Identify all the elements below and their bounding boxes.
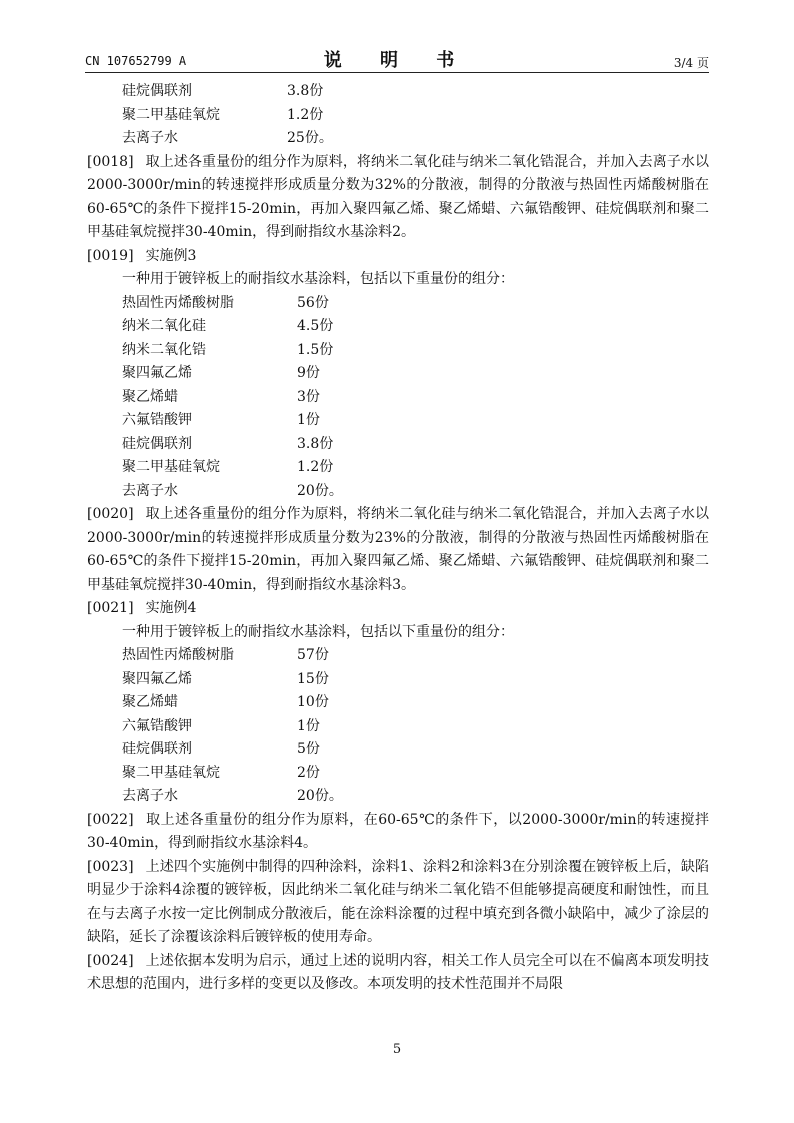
list-item: 聚二甲基硅氧烷 1.2份 — [122, 459, 334, 475]
list-item: 六氟锆酸钾 1份 — [122, 717, 320, 734]
paragraph-0023 — [87, 856, 709, 950]
list-item: 聚二甲基硅氧烷 2份 — [122, 764, 320, 781]
paragraph-number: [0020] — [87, 506, 134, 522]
example-intro: 一种用于镀锌板上的耐指纹水基涂料，包括以下重量份的组分： — [122, 623, 514, 640]
paragraph-0021 — [87, 597, 709, 621]
paragraph-0018 — [87, 151, 709, 245]
paragraph-number: [0024] — [87, 952, 134, 969]
list-item: 六氟锆酸钾 1份 — [122, 412, 320, 428]
paragraph-number: [0018] — [87, 153, 134, 170]
list-item: 去离子水 25份。 — [122, 130, 333, 146]
paragraph-number: [0022] — [87, 811, 134, 828]
document-number: CN 107652799 A — [85, 54, 187, 68]
list-item: 聚乙烯蜡 3份 — [122, 388, 320, 405]
paragraph-0020 — [87, 503, 709, 597]
page-indicator: 3/4 页 — [673, 56, 709, 70]
example-heading: 实施例4 — [145, 600, 197, 616]
component-list-top — [87, 80, 709, 151]
list-item: 去离子水 20份。 — [122, 788, 343, 804]
paragraph-number: [0019] — [87, 247, 134, 264]
page-header — [85, 44, 709, 73]
paragraph-text: 取上述各重量份的组分作为原料，将纳米二氧化硅与纳米二氧化锆混合，并加入去离子水以2000-3000r/min的转速搅拌形成质量分数为32%的分散液，制得的分散液与热固性丙烯酸树脂在60-65℃的条件下搅拌15-20min，再加入聚四氟乙烯、聚乙烯蜡、六氟锆酸钾、硅烷偶联剂和聚二甲基硅氧烷搅拌30-40min，得到耐指纹水基涂料2。 — [87, 153, 709, 240]
list-item: 硅烷偶联剂 3.8份 — [122, 83, 324, 99]
list-item: 纳米二氧化硅 4.5份 — [122, 318, 334, 334]
example-intro: 一种用于镀锌板上的耐指纹水基涂料，包括以下重量份的组分： — [122, 271, 514, 287]
list-item: 热固性丙烯酸树脂 56份 — [122, 294, 329, 311]
page-number: 5 — [392, 1042, 402, 1057]
component-list-example-4 — [87, 644, 709, 809]
example-heading: 实施例3 — [145, 247, 197, 264]
paragraph-text: 取上述各重量份的组分作为原料，将纳米二氧化硅与纳米二氧化锆混合，并加入去离子水以2000-3000r/min的转速搅拌形成质量分数为23%的分散液，制得的分散液与热固性丙烯酸树脂在60-65℃的条件下搅拌15-20min，再加入聚四氟乙烯、聚乙烯蜡、六氟锆酸钾、硅烷偶联剂和聚二甲基硅氧烷搅拌30-40min，得到耐指纹水基涂料3。 — [87, 506, 709, 593]
list-item: 硅烷偶联剂 5份 — [122, 741, 320, 757]
paragraph-number: [0021] — [87, 600, 134, 616]
list-item: 聚乙烯蜡 10份 — [122, 694, 329, 710]
paragraph-text: 上述依据本发明为启示，通过上述的说明内容，相关工作人员完全可以在不偏离本项发明技术思想的范围内，进行多样的变更以及修改。本项发明的技术性范围并不局限 — [87, 952, 709, 992]
list-item: 聚二甲基硅氧烷 1.2份 — [122, 106, 324, 123]
list-item: 硅烷偶联剂 3.8份 — [122, 435, 334, 452]
list-item: 聚四氟乙烯 15份 — [122, 670, 329, 687]
component-list-example-3 — [87, 292, 709, 504]
list-item: 纳米二氧化锆 1.5份 — [122, 341, 334, 358]
paragraph-number: [0023] — [87, 858, 134, 875]
page-title: 说 明 书 — [323, 50, 471, 71]
list-item: 聚四氟乙烯 9份 — [122, 365, 320, 381]
paragraph-0019 — [87, 245, 709, 269]
paragraph-0024 — [87, 950, 709, 997]
paragraph-0022 — [87, 809, 709, 856]
list-item: 去离子水 20份。 — [122, 482, 343, 499]
paragraph-text: 上述四个实施例中制得的四种涂料，涂料1、涂料2和涂料3在分别涂覆在镀锌板上后，缺陷明显少于涂料4涂覆的镀锌板，因此纳米二氧化硅与纳米二氧化锆不但能够提高硬度和耐蚀性，而且在与去离子水按一定比例制成分散液后，能在涂料涂覆的过程中填充到各微小缺陷中，减少了涂层的缺陷，延长了涂覆该涂料后镀锌板的使用寿命。 — [87, 858, 709, 945]
document-body — [87, 80, 709, 997]
list-item: 热固性丙烯酸树脂 57份 — [122, 647, 329, 663]
paragraph-text: 取上述各重量份的组分作为原料，在60-65℃的条件下，以2000-3000r/min的转速搅拌30-40min，得到耐指纹水基涂料4。 — [87, 811, 709, 851]
